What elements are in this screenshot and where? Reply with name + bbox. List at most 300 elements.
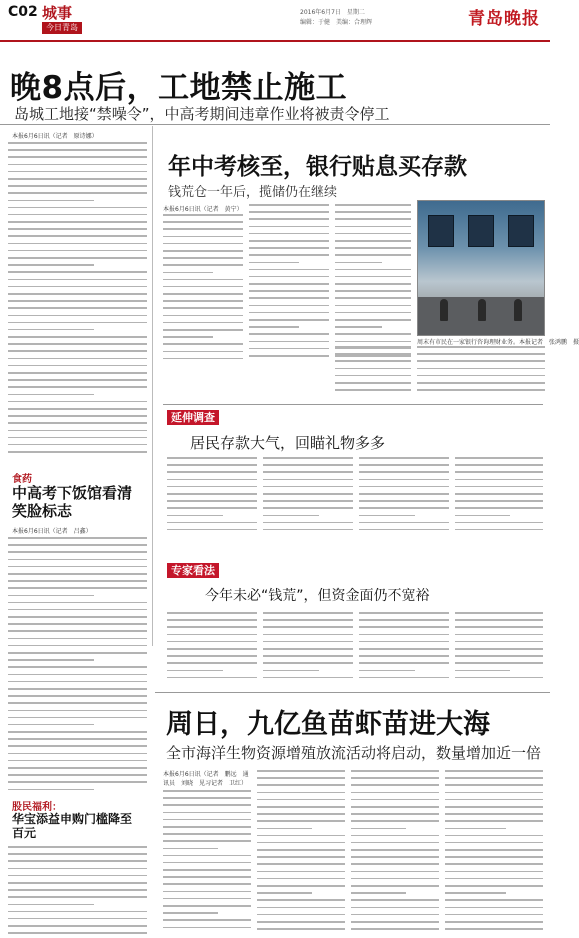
food-kicker: 食药 [12, 474, 32, 485]
text-line [163, 228, 243, 230]
text-line [8, 674, 147, 676]
text-line [163, 300, 243, 302]
fish-story-subheadline: 全市海洋生物资源增殖放流活动将启动，数量增加近一倍 [166, 744, 542, 762]
text-line [8, 250, 147, 252]
text-line [335, 290, 411, 292]
text-line [8, 616, 147, 618]
text-line [455, 655, 543, 657]
text-line [167, 493, 257, 495]
text-line [8, 430, 147, 432]
text-line [8, 178, 147, 180]
expert-body-col3 [359, 612, 449, 684]
text-line [167, 522, 257, 524]
lead-subheadline: 岛城工地接“禁噪令”，中高考期间违章作业将被责令停工 [14, 105, 390, 123]
lead-body-text [8, 142, 147, 460]
text-line [359, 655, 449, 657]
text-line [249, 319, 329, 321]
text-line [351, 813, 439, 815]
text-line [335, 312, 411, 314]
text-line [249, 254, 329, 256]
text-line [163, 876, 251, 878]
text-line [8, 630, 147, 632]
text-line [163, 264, 243, 266]
divider [0, 124, 550, 125]
lead-byline: 本报6月6日讯（记者 原诗娜） [12, 133, 98, 140]
text-line [163, 358, 243, 360]
text-line [8, 745, 147, 747]
text-line [8, 343, 147, 345]
text-line [445, 828, 506, 830]
text-line [351, 784, 439, 786]
text-line [8, 860, 147, 862]
text-line [257, 863, 345, 865]
text-line [455, 626, 543, 628]
text-line [167, 619, 257, 621]
text-line [263, 522, 353, 524]
divider [155, 692, 550, 693]
text-line [351, 820, 439, 822]
text-line [351, 770, 439, 772]
text-line [167, 464, 257, 466]
text-line [335, 341, 411, 343]
text-line [257, 770, 345, 772]
text-line [8, 171, 147, 173]
text-line [359, 457, 449, 459]
text-line [351, 806, 439, 808]
text-line [8, 580, 147, 582]
text-line [445, 914, 543, 916]
text-line [417, 389, 545, 391]
text-line [359, 493, 449, 495]
text-line [445, 799, 543, 801]
text-line [8, 350, 147, 352]
text-line [249, 218, 329, 220]
text-line [351, 842, 439, 844]
text-line [8, 207, 147, 209]
text-line [8, 142, 147, 144]
text-line [163, 927, 251, 929]
text-line [249, 226, 329, 228]
text-line [359, 479, 449, 481]
survey-body-col1 [167, 457, 257, 539]
text-line [8, 214, 147, 216]
finance-kicker: 股民福利： [12, 802, 62, 813]
text-line [8, 394, 94, 396]
text-line [8, 537, 147, 539]
text-line [163, 293, 243, 295]
food-byline: 本报6月6日讯（记者 吕鑫） [12, 528, 92, 535]
photo-window [508, 215, 534, 247]
bank-body-col3 [335, 204, 411, 364]
text-line [163, 279, 243, 281]
text-line [8, 437, 147, 439]
text-line [263, 479, 353, 481]
text-line [163, 862, 251, 864]
text-line [445, 770, 543, 772]
text-line [8, 559, 147, 561]
text-line [8, 932, 147, 934]
text-line [263, 677, 353, 679]
text-line [257, 842, 345, 844]
text-line [455, 464, 543, 466]
text-line [163, 855, 251, 857]
bank-body-col3b [335, 346, 411, 398]
text-line [167, 529, 257, 531]
text-line [163, 236, 243, 238]
text-line [455, 670, 510, 672]
text-line [351, 777, 439, 779]
text-line [445, 863, 543, 865]
text-line [263, 486, 353, 488]
text-line [163, 826, 251, 828]
text-line [417, 375, 545, 377]
text-line [335, 254, 411, 256]
survey-body-col3 [359, 457, 449, 539]
text-line [8, 853, 147, 855]
section-subtitle: 今日青岛 [42, 22, 82, 34]
photo-person [478, 299, 486, 321]
text-line [455, 486, 543, 488]
text-line [263, 471, 353, 473]
text-line [163, 840, 251, 842]
text-line [257, 928, 345, 930]
text-line [417, 346, 545, 348]
bank-story-byline: 本报6月6日讯（记者 黄宁） [163, 206, 243, 213]
survey-body-col4 [455, 457, 543, 539]
text-line [257, 784, 345, 786]
text-line [359, 522, 449, 524]
fish-body-col3 [351, 770, 439, 934]
text-line [8, 243, 147, 245]
text-line [8, 681, 147, 683]
text-line [445, 806, 543, 808]
text-line [8, 896, 147, 898]
text-line [163, 819, 251, 821]
text-line [263, 648, 353, 650]
finance-headline: 华宝添益申购门槛降至百元 [12, 812, 133, 840]
text-line [163, 883, 251, 885]
finance-body-text [8, 846, 147, 934]
text-line [445, 842, 543, 844]
expert-body-col4 [455, 612, 543, 684]
text-line [8, 566, 147, 568]
text-line [249, 276, 329, 278]
text-line [359, 500, 449, 502]
text-line [8, 918, 147, 920]
text-line [455, 677, 543, 679]
text-line [163, 322, 243, 324]
text-line [8, 401, 147, 403]
text-line [455, 479, 543, 481]
fish-body-col4 [445, 770, 543, 934]
text-line [417, 353, 545, 355]
text-line [445, 784, 543, 786]
text-line [8, 717, 147, 719]
text-line [335, 262, 382, 264]
text-line [8, 358, 147, 360]
text-line [163, 343, 243, 345]
text-line [8, 185, 147, 187]
text-line [335, 269, 411, 271]
text-line [335, 283, 411, 285]
text-line [455, 529, 543, 531]
text-line [335, 297, 411, 299]
expert-headline: 今年未必“钱荒”，但资金面仍不宽裕 [205, 588, 430, 604]
text-line [445, 921, 543, 923]
text-line [351, 835, 439, 837]
text-line [8, 789, 94, 791]
photo-window [468, 215, 494, 247]
text-line [167, 655, 257, 657]
text-line [163, 848, 218, 850]
text-line [257, 921, 345, 923]
text-line [335, 226, 411, 228]
text-line [335, 375, 411, 377]
text-line [263, 670, 319, 672]
text-line [167, 479, 257, 481]
survey-body-col2 [263, 457, 353, 539]
text-line [359, 612, 449, 614]
text-line [249, 305, 329, 307]
text-line [351, 885, 439, 887]
text-line [335, 346, 411, 348]
text-line [445, 871, 543, 873]
text-line [8, 774, 147, 776]
text-line [163, 286, 243, 288]
text-line [417, 368, 545, 370]
text-line [445, 813, 543, 815]
text-line [263, 464, 353, 466]
text-line [8, 307, 147, 309]
text-line [359, 648, 449, 650]
text-line [163, 833, 251, 835]
text-line [8, 156, 147, 158]
text-line [455, 471, 543, 473]
text-line [445, 820, 543, 822]
text-line [8, 322, 147, 324]
text-line [351, 899, 439, 901]
text-line [359, 529, 449, 531]
text-line [8, 695, 147, 697]
text-line [359, 486, 449, 488]
text-line [8, 264, 94, 266]
text-line [257, 878, 345, 880]
text-line [359, 641, 449, 643]
text-line [335, 368, 411, 370]
text-line [167, 648, 257, 650]
text-line [163, 898, 251, 900]
text-line [351, 914, 439, 916]
text-line [335, 204, 411, 206]
text-line [8, 200, 94, 202]
text-line [335, 247, 411, 249]
bank-story-subheadline: 钱荒仓一年后，揽储仍在继续 [168, 185, 338, 200]
text-line [359, 626, 449, 628]
text-line [335, 326, 382, 328]
text-line [263, 655, 353, 657]
text-line [263, 493, 353, 495]
text-line [351, 921, 439, 923]
text-line [8, 760, 147, 762]
text-line [445, 928, 543, 930]
text-line [8, 221, 147, 223]
text-line [167, 486, 257, 488]
text-line [257, 899, 345, 901]
text-line [257, 799, 345, 801]
text-line [445, 885, 543, 887]
text-line [249, 297, 329, 299]
text-line [167, 677, 257, 679]
text-line [257, 828, 312, 830]
text-line [351, 878, 439, 880]
bank-photo [417, 200, 545, 336]
text-line [263, 626, 353, 628]
text-line [455, 522, 543, 524]
text-line [351, 792, 439, 794]
text-line [163, 257, 243, 259]
text-line [335, 233, 411, 235]
text-line [257, 871, 345, 873]
text-line [249, 269, 329, 271]
food-body-text [8, 537, 147, 793]
text-line [163, 919, 251, 921]
text-line [351, 856, 439, 858]
text-line [249, 326, 299, 328]
text-line [335, 218, 411, 220]
text-line [163, 869, 251, 871]
text-line [8, 638, 147, 640]
text-line [163, 307, 243, 309]
text-line [359, 677, 449, 679]
text-line [163, 272, 213, 274]
text-line [8, 365, 147, 367]
text-line [249, 204, 329, 206]
text-line [257, 892, 312, 894]
text-line [8, 379, 147, 381]
text-line [257, 777, 345, 779]
text-line [8, 372, 147, 374]
text-line [167, 471, 257, 473]
newspaper-logo: 青岛晚报 [468, 9, 540, 29]
text-line [351, 799, 439, 801]
text-line [257, 835, 345, 837]
text-line [8, 228, 147, 230]
text-line [351, 849, 439, 851]
text-line [8, 573, 147, 575]
text-line [163, 912, 218, 914]
lead-headline: 晚8点后，工地禁止施工 [10, 70, 348, 106]
text-line [163, 336, 213, 338]
text-line [263, 507, 353, 509]
text-line [359, 670, 415, 672]
text-line [249, 333, 329, 335]
text-line [335, 360, 411, 362]
text-line [263, 612, 353, 614]
text-line [8, 710, 147, 712]
text-line [263, 634, 353, 636]
text-line [8, 623, 147, 625]
text-line [455, 662, 543, 664]
fish-body-col2 [257, 770, 345, 934]
food-headline: 中高考下饭馆看清笑脸标志 [12, 484, 133, 520]
photo-person [440, 299, 448, 321]
text-line [263, 500, 353, 502]
text-line [167, 641, 257, 643]
text-line [167, 507, 257, 509]
text-line [8, 408, 147, 410]
text-line [455, 493, 543, 495]
text-line [8, 609, 147, 611]
expert-body-col1 [167, 612, 257, 684]
text-line [445, 899, 543, 901]
text-line [445, 892, 506, 894]
text-line [8, 666, 147, 668]
text-line [167, 500, 257, 502]
text-line [167, 515, 223, 517]
text-line [249, 247, 329, 249]
text-line [8, 875, 147, 877]
text-line [335, 333, 411, 335]
text-line [163, 804, 251, 806]
text-line [8, 451, 147, 453]
text-line [263, 641, 353, 643]
text-line [263, 529, 353, 531]
text-line [8, 724, 94, 726]
text-line [417, 360, 545, 362]
text-line [257, 856, 345, 858]
text-line [163, 214, 243, 216]
text-line [8, 889, 147, 891]
divider [163, 404, 543, 405]
text-line [249, 262, 299, 264]
text-line [455, 641, 543, 643]
text-line [163, 812, 251, 814]
text-line [8, 781, 147, 783]
photo-caption: 周末有市民在一家银行咨询理财业务。本报记者 张鸿鹏 摄 [417, 339, 579, 346]
text-line [8, 271, 147, 273]
text-line [445, 856, 543, 858]
text-line [163, 243, 243, 245]
text-line [167, 626, 257, 628]
text-line [163, 790, 251, 792]
fish-story-byline: 本报6月6日讯（记者 鹏远 通讯员 刘晓 见习记者 卫红） [163, 771, 249, 787]
text-line [8, 315, 147, 317]
text-line [8, 336, 147, 338]
text-line [8, 652, 147, 654]
text-line [257, 820, 345, 822]
text-line [8, 738, 147, 740]
bank-story-headline: 年中考核至，银行贴息买存款 [168, 154, 467, 180]
text-line [445, 907, 543, 909]
text-line [455, 648, 543, 650]
text-line [359, 515, 415, 517]
text-line [8, 767, 147, 769]
text-line [8, 595, 94, 597]
text-line [335, 240, 411, 242]
text-line [8, 659, 94, 661]
text-line [351, 828, 406, 830]
text-line [8, 688, 147, 690]
text-line [455, 612, 543, 614]
text-line [335, 276, 411, 278]
text-line [335, 382, 411, 384]
fish-body-col1 [163, 790, 251, 934]
text-line [8, 731, 147, 733]
text-line [249, 348, 329, 350]
text-line [8, 164, 147, 166]
text-line [257, 813, 345, 815]
text-line [249, 240, 329, 242]
